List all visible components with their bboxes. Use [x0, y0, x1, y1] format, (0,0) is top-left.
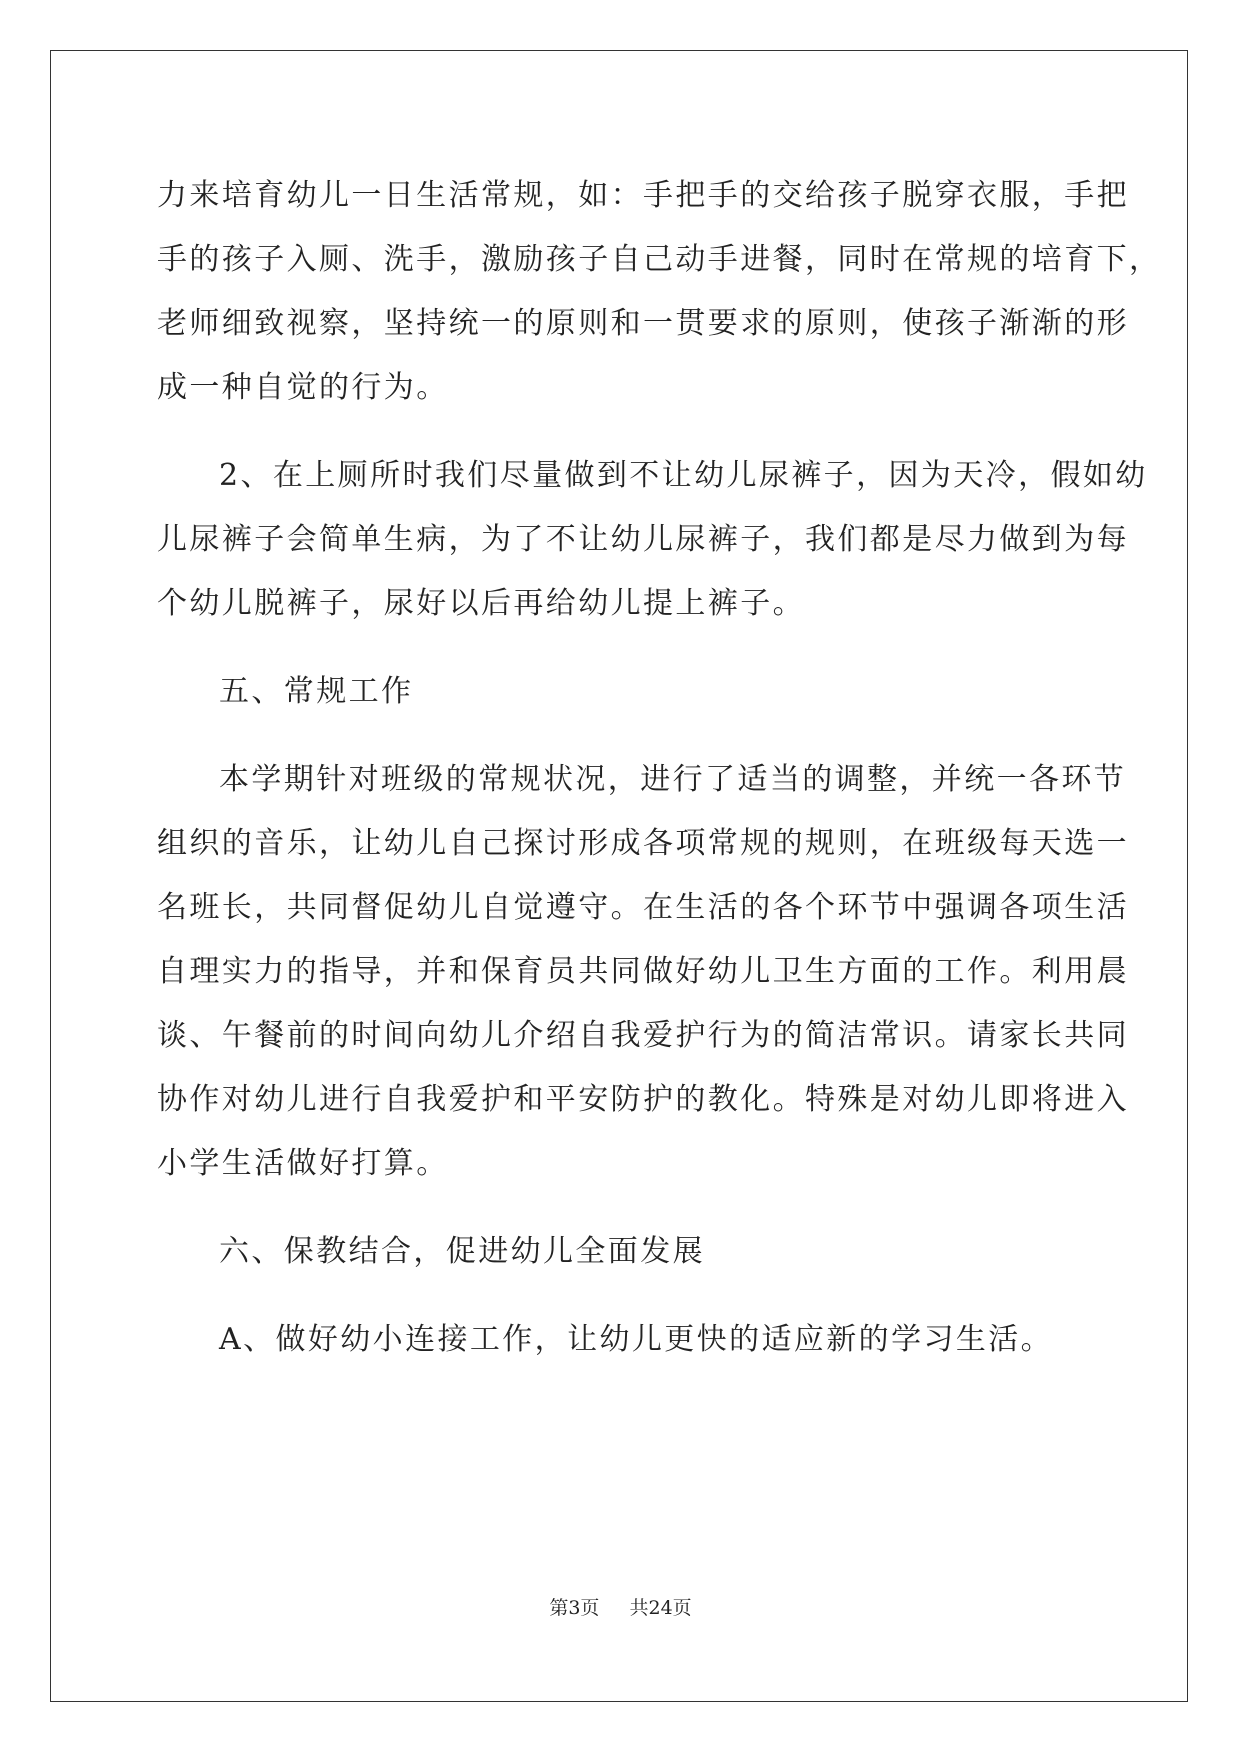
text-line: 协作对幼儿进行自我爱护和平安防护的教化。特殊是对幼儿即将进入 [157, 1082, 1129, 1117]
text-line: 自理实力的指导，并和保育员共同做好幼儿卫生方面的工作。利用晨 [157, 954, 1129, 989]
paragraph-routine-work [157, 748, 1129, 1196]
text-line: 2、在上厕所时我们尽量做到不让幼儿尿裤子，因为天冷，假如幼 [219, 458, 1148, 493]
section-heading-6 [157, 1220, 1117, 1284]
page-total: 共24页 [629, 1597, 692, 1619]
paragraph-item-a [157, 1308, 1117, 1372]
text-line: 组织的音乐，让幼儿自己探讨形成各项常规的规则，在班级每天选一 [157, 826, 1129, 861]
page-footer [0, 1593, 1241, 1620]
text-line: 成一种自觉的行为。 [157, 370, 449, 405]
section-heading-5 [157, 660, 1117, 724]
text-line: 名班长，共同督促幼儿自觉遵守。在生活的各个环节中强调各项生活 [157, 890, 1129, 925]
paragraph-continued [157, 164, 1162, 420]
text-line: 手的孩子入厕、洗手，激励孩子自己动手进餐，同时在常规的培育下， [157, 242, 1162, 277]
heading-line: 六、保教结合，促进幼儿全面发展 [219, 1234, 705, 1269]
text-line: 老师细致视察，坚持统一的原则和一贯要求的原则，使孩子渐渐的形 [157, 306, 1129, 341]
heading-line: 五、常规工作 [219, 674, 414, 709]
text-line: 谈、午餐前的时间向幼儿介绍自我爱护行为的简洁常识。请家长共同 [157, 1018, 1129, 1053]
text-line: A、做好幼小连接工作，让幼儿更快的适应新的学习生活。 [219, 1322, 1054, 1357]
text-line: 个幼儿脱裤子，尿好以后再给幼儿提上裤子。 [157, 586, 805, 621]
text-line: 本学期针对班级的常规状况，进行了适当的调整，并统一各环节 [219, 762, 1127, 797]
text-line: 力来培育幼儿一日生活常规，如：手把手的交给孩子脱穿衣服，手把 [157, 178, 1129, 213]
page-number: 第3页 [549, 1597, 600, 1619]
text-line: 小学生活做好打算。 [157, 1146, 449, 1181]
document-body [157, 164, 1162, 1372]
text-line: 儿尿裤子会简单生病，为了不让幼儿尿裤子，我们都是尽力做到为每 [157, 522, 1129, 557]
paragraph-item-2 [157, 444, 1148, 636]
